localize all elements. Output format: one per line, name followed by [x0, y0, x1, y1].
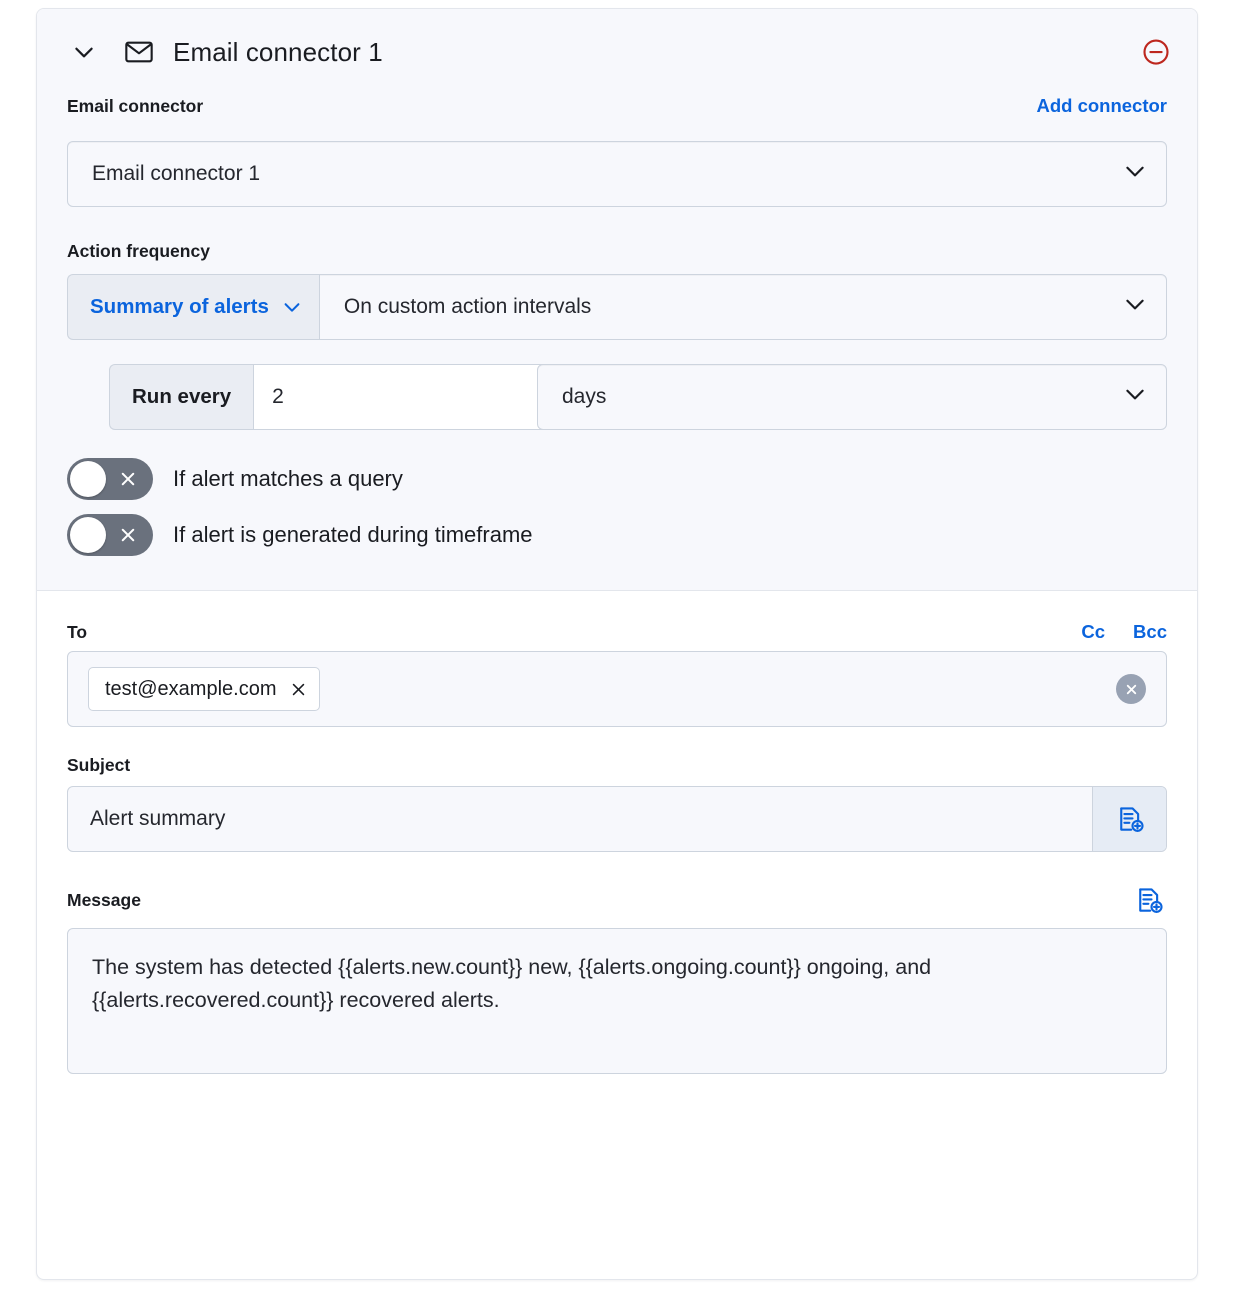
clear-input-icon[interactable] — [1116, 674, 1146, 704]
circle-minus-icon[interactable] — [1141, 37, 1171, 67]
remove-recipient-icon[interactable] — [290, 681, 307, 698]
connector-label-row — [67, 95, 1167, 129]
summary-of-alerts-label: Summary of alerts — [90, 295, 269, 318]
close-icon — [119, 470, 137, 488]
chevron-down-icon — [1122, 381, 1148, 413]
chevron-down-icon — [281, 296, 303, 318]
frequency-section — [37, 95, 1197, 591]
summary-of-alerts-button[interactable] — [67, 274, 319, 340]
toggle-label-timeframe: If alert is generated during timeframe — [173, 522, 533, 547]
run-every-unit-value: days — [562, 385, 607, 408]
close-icon — [119, 526, 137, 544]
run-every-input[interactable] — [253, 364, 562, 430]
connector-select[interactable] — [67, 141, 1167, 207]
subject-field-wrapper — [67, 786, 1167, 852]
message-label-row — [67, 882, 1167, 918]
connector-label: Email connector — [67, 96, 204, 116]
interval-select[interactable] — [319, 274, 1167, 340]
cc-bcc-links — [1081, 621, 1167, 643]
panel-header — [37, 9, 1197, 95]
subject-label: Subject — [67, 755, 131, 775]
add-variable-icon[interactable] — [1092, 787, 1166, 851]
page-title: Email connector 1 — [173, 36, 383, 67]
action-frequency-row — [67, 274, 1167, 340]
add-connector-link[interactable]: Add connector — [1036, 95, 1167, 116]
run-every-group — [109, 364, 519, 430]
mail-icon — [123, 36, 155, 68]
message-label: Message — [67, 889, 141, 910]
run-every-label: Run every — [109, 364, 253, 430]
cc-link[interactable]: Cc — [1081, 621, 1106, 642]
run-every-unit-select[interactable] — [537, 364, 1167, 430]
recipient-email: test@example.com — [105, 677, 277, 700]
subject-input[interactable] — [68, 787, 1092, 851]
action-frequency-label: Action frequency — [67, 241, 210, 261]
interval-select-value: On custom action intervals — [343, 295, 592, 318]
toggle-knob — [70, 461, 106, 497]
to-recipients-input[interactable] — [67, 651, 1167, 727]
to-label: To — [67, 622, 88, 642]
toggle-knob — [70, 517, 106, 553]
toggle-if-alert-generated-timeframe[interactable] — [67, 514, 153, 556]
chevron-down-icon[interactable] — [67, 35, 101, 69]
toggle-row-timeframe — [67, 514, 1167, 556]
run-every-row — [67, 364, 1167, 430]
to-label-row — [67, 621, 1167, 643]
connector-select-value: Email connector 1 — [92, 162, 261, 185]
email-body-section — [37, 591, 1197, 1079]
toggle-row-query — [67, 458, 1167, 500]
bcc-link[interactable]: Bcc — [1133, 621, 1167, 642]
chevron-down-icon — [1122, 158, 1148, 190]
recipient-pill — [88, 667, 320, 711]
toggle-label-query: If alert matches a query — [173, 466, 403, 491]
add-variable-icon[interactable] — [1131, 882, 1167, 918]
chevron-down-icon — [1122, 291, 1148, 323]
message-textarea[interactable] — [67, 928, 1167, 1074]
email-connector-panel — [36, 8, 1198, 1280]
toggle-if-alert-matches-query[interactable] — [67, 458, 153, 500]
